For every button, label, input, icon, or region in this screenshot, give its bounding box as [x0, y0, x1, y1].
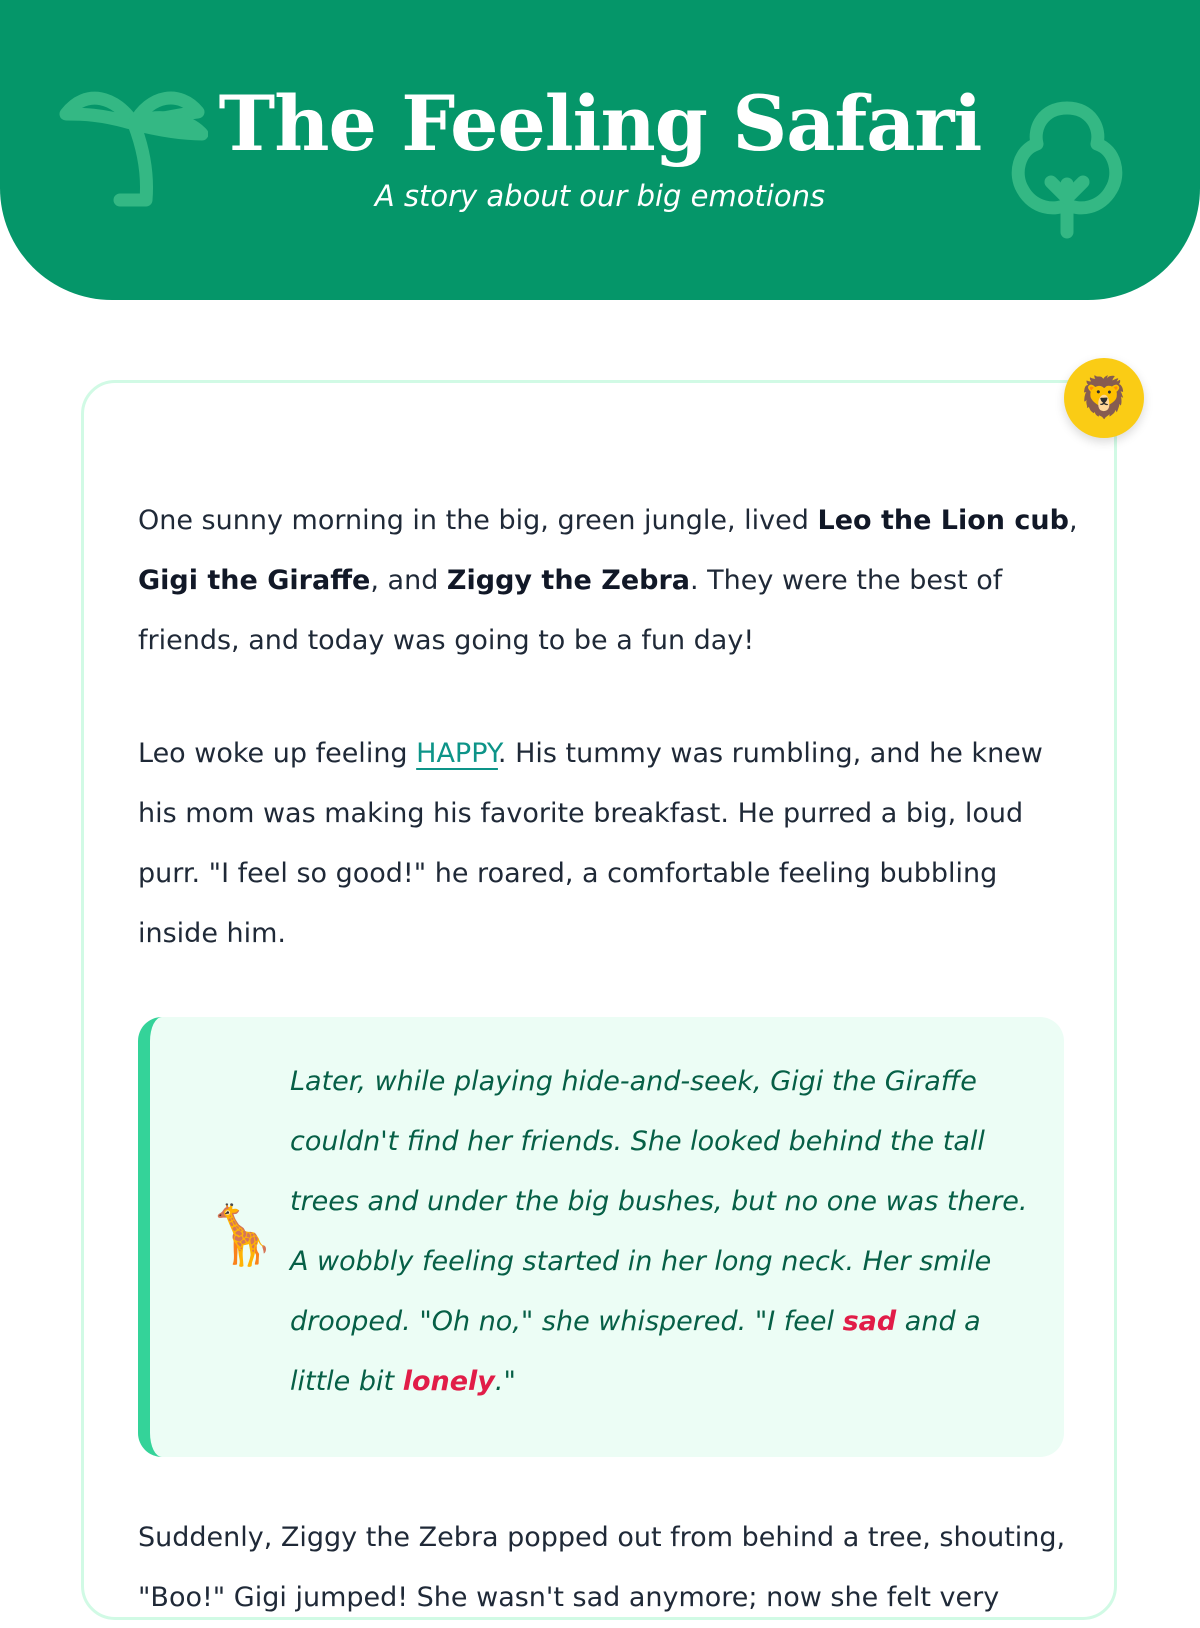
text-segment: and a little bit — [290, 1306, 981, 1397]
story-paragraph-leo — [138, 724, 1078, 964]
page-title: The Feeling Safari — [218, 79, 982, 168]
callout-text — [290, 1052, 1030, 1412]
story-paragraph-intro — [138, 491, 1078, 671]
text-segment: , and — [370, 565, 447, 596]
text-segment: Leo woke up feeling — [138, 738, 417, 769]
emotion-word-happy[interactable]: HAPPY — [416, 738, 498, 769]
page-subtitle: A story about our big emotions — [374, 179, 826, 213]
character-name-gigi: Gigi the Giraffe — [138, 565, 371, 596]
text-segment: . They were the best of friends, and today was going to be a fun day! — [138, 565, 1003, 656]
emotion-word-lonely: lonely — [402, 1366, 495, 1397]
story-callout-gigi — [138, 1017, 1064, 1457]
text-segment: ." — [494, 1366, 516, 1397]
character-name-ziggy: Ziggy the Zebra — [446, 565, 691, 596]
giraffe-icon: 🦒 — [205, 1201, 279, 1269]
text-segment: One sunny morning in the big, green jungle, lived — [138, 505, 818, 536]
text-segment: Later, while playing hide-and-seek, Gigi the Giraffe couldn't find her friends. She looked behind the tall trees and under the big bushes, but no one was there. A wobbly feeling started in her long neck. Her smile drooped. "Oh no," she whispered. "I feel — [290, 1066, 1028, 1337]
text-segment: Suddenly, Ziggy the Zebra popped out from behind a tree, shouting, "Boo!" Gigi jumped! She wasn't sad anymore; now she felt very — [138, 1522, 1066, 1613]
text-segment: , — [1068, 505, 1078, 536]
lion-icon: 🦁 — [1064, 358, 1144, 438]
character-name-leo: Leo the Lion cub — [817, 505, 1069, 536]
text-segment: . His tummy was rumbling, and he knew his mom was making his favorite breakfast. He purred a big, loud purr. "I feel so good!" he roared, a comfortable feeling bubbling inside him. — [138, 738, 1043, 949]
story-header — [0, 0, 1200, 300]
emotion-word-sad: sad — [842, 1306, 897, 1337]
story-paragraph-ziggy — [138, 1508, 1078, 1628]
